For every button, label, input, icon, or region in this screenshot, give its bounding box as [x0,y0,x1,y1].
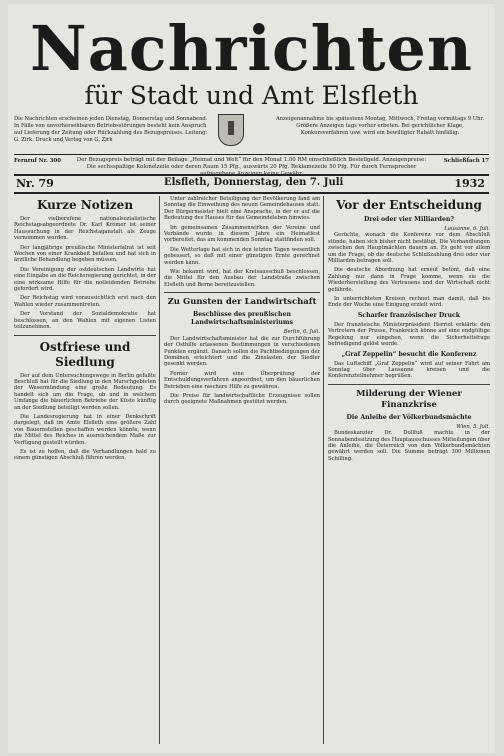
phone-number: Fernruf Nr. 300 [14,158,61,164]
column-left [14,196,156,465]
issue-year: 1932 [454,177,485,190]
article-paragraph: Der vielberufene nationalsozialistische Reichstagsabgeordnete Dr. Karl Kromer ist seiner Haussuchung in der Reichstaganstalt als Zeuge vernommen worden. [14,216,156,242]
dateline [14,174,489,194]
price-text: Der Bezugspreis beträgt mit der Beilage „Heimat und Welt“ für den Monat 1.00 RM einschließlich Bestellgeld. Anzeigenpreise: Die sechsspaltige Kolonelzeile oder deren Raum 15 Pfg., auswärts 20 Pfg. Reklamezeile 50 Pfg. Für durch Fernsprecher aufgegebene Anzeigen keine Gewähr. [76,157,427,177]
article-paragraph: Bundeskanzler Dr. Dollfuß machte in der Sonnabendssitzung des Hauptausschusses Mitteilungen über die Anleihe, die Österreich von den Völkerbundsmächten gewährt werden soll. Die Summe beträgt 300 Millionen Schilling. [328,430,490,462]
article-heading: Vor der Entscheidung [336,198,482,212]
article-paragraph: Es ist zu hoffen, daß die Verhandlungen bald zu einem günstigen Abschluß führen werden. [14,448,156,462]
article-heading: Ostfriese und Siedlung [39,339,131,369]
article-paragraph: Das Luftschiff „Graf Zeppelin“ wird auf seiner Fahrt am Sonntag über Lausanne kreisen und die Konferenzteilnehmer begrüßen. [328,360,490,380]
coat-of-arms-icon [218,114,244,146]
publication-info: Die Nachrichten erscheinen jeden Dienstag, Donnerstag und Sonnabend. In Fälle von unvorhersehbaren Betriebsstörungen besteht kein Anspruch auf Lieferung der Zeitung oder Rückzahlung des Bezugspreises. Leitung: G. Zirk. Druck und Verlag von G. Zirk [14,116,208,143]
section-divider [164,292,320,293]
column-divider [323,196,324,744]
article-heading: Scharfer französischer Druck [357,311,461,319]
issue-date: Elsfleth, Donnerstag, den 7. Juli [164,177,344,188]
article-paragraph: Die Wetterlage hat sich in den letzten Tagen wesentlich gebessert, so daß mit einer günstigen Ernte gerechnet werden kann. [164,246,320,266]
article-paragraph: Die Landesregierung hat in einer Denkschrift dargelegt, daß im Amte Elsfleth eine größere Zahl von Bauernstellen geschaffen werden könnte, wenn die Mittel des Reiches in ausreichendem Maße zur Verfügung gestellt würden. [14,413,156,446]
section-divider [14,335,156,336]
article-paragraph: Die deutsche Abordnung hat erneut betont, daß eine Zahlung nur dann in Frage komme, wenn sie die Wiederherstellung des Vertrauens und der Wirtschaft nicht gefährde. [328,267,490,293]
article-paragraph: Wie bekannt wird, hat der Kreisausschuß beschlossen, die Mittel für den Ausbau der Landstraße zwischen Elsfleth und Berne bereitzustellen. [164,269,320,288]
dateline-location: Lausanne, 6. Juli. [444,226,490,232]
article-paragraph: Der Landwirtschaftsminister hat die zur Durchführung der Osthilfe erlassenen Bestimmungen in verschiedenen Punkten ergänzt. Danach sollen die Pachtbedingungen der Domänen erleichtert und die Zinslasten der Siedler gesenkt werden. [164,335,320,368]
article-subheading: Die Anleihe der Völkerbundsmächte [346,413,472,421]
issue-number: Nr. 79 [16,177,54,190]
article-heading: Zu Gunsten der Landwirtschaft [167,297,317,308]
article-heading: Kurze Notizen [36,198,134,212]
po-box: Schließfach 17 [443,158,489,164]
masthead-subtitle: für Stadt und Amt Elsfleth [84,81,419,110]
article-paragraph: Unter zahlreicher Beteiligung der Bevölkerung fand am Sonntag die Einweihung des neuen Gemeindehauses statt. Der Bürgermeister hielt eine Ansprache, in der er auf die Bedeutung des Hauses für das Gemeindeleben hinwies. [164,196,320,222]
article-paragraph: Der langjährige preußische Ministerialrat ist seit Wochen von einer Krankheit befallen und hat sich in ärztliche Behandlung begeben müssen. [14,244,156,264]
advertising-info: Anzeigenannahme bis spätestens Montag, Mittwoch, Freitag vormittags 9 Uhr. Größere Anzeigen tags vorher erbeten. Bei gerichtlicher Klage, Konkursverfahren usw. wird ein bewilligter Rabatt hinfällig. [275,116,485,136]
column-divider [159,196,160,744]
article-subheading: Drei oder vier Milliarden? [363,216,455,223]
article-paragraph: Der Reichstag wird voraussichtlich erst nach den Wahlen wieder zusammentreten. [14,295,156,308]
dateline-location: Berlin, 6. Juli. [283,329,320,336]
article-heading: „Graf Zeppelin“ besucht die Konferenz [341,350,477,358]
article-paragraph: In unterrichteten Kreisen rechnet man damit, daß bis Ende der Woche eine Einigung erzielt wird. [328,296,490,309]
article-paragraph: Die Vereinigung der ostdeutschen Landwirte hat eine Eingabe an die Reichsregierung gerichtet, in der eine wirksame Hilfe für die notleidenden Betriebe gefordert wird. [14,266,156,293]
article-paragraph: Der auf dem Untersuchungswege in Berlin gefaßte Beschluß hat für die Siedlung in den Marschgebieten der Wesermündung eine große Bedeutung. Es handelt sich um die Frage, ob und in welchem Umfange die bäuerlichen Betriebe der Küste künftig an der Siedlung beteiligt werden sollen. [14,372,156,411]
article-paragraph: Im gemeinsamen Zusammenwirken der Vereine und Verbände wurde in diesem Jahre ein Heimatfest vorbereitet, das am kommenden Sonntag stattfinden soll. [164,224,320,244]
section-divider [328,384,490,385]
column-right [328,196,490,465]
article-paragraph: Der französische Ministerpräsident Herriot erklärte den Vertretern der Presse, Frankreich könne auf eine endgültige Regelung nur eingehen, wenn die Sicherheitsfrage befriedigend gelöst werde. [328,321,490,348]
article-heading: Milderung der Wiener Finanzkrise [356,388,462,410]
column-middle [164,196,320,409]
dateline-location: Wien, 5. Juli. [456,423,490,430]
article-paragraph: Der Vorstand der Sozialdemokratie hat beschlossen, an den Wahlen mit eigenen Listen teilzunehmen. [14,311,156,331]
article-paragraph: Die Preise für landwirtschaftliche Erzeugnisse sollen durch geeignete Maßnahmen gestützt werden. [164,392,320,406]
article-paragraph: Ferner wird eine Überprüfung der Entschuldungsverfahren angeordnet, um den bäuerlichen Betrieben eine raschere Hilfe zu gewähren. [164,370,320,390]
masthead-title: Nachrichten [30,12,473,85]
newspaper-page [8,4,495,753]
article-paragraph: Gerüchte, wonach die Konferenz vor dem Abschluß stünde, haben sich bisher nicht bestätigt. Die Verhandlungen zwischen den Hauptmächten dauern an. Es geht vor allem um die Frage, ob die deutsche Schlußzahlung drei oder vier Milliarden betragen soll. [328,232,490,265]
article-subheading: Beschlüsse des preußischen Landwirtschaftsministeriums [191,311,293,327]
